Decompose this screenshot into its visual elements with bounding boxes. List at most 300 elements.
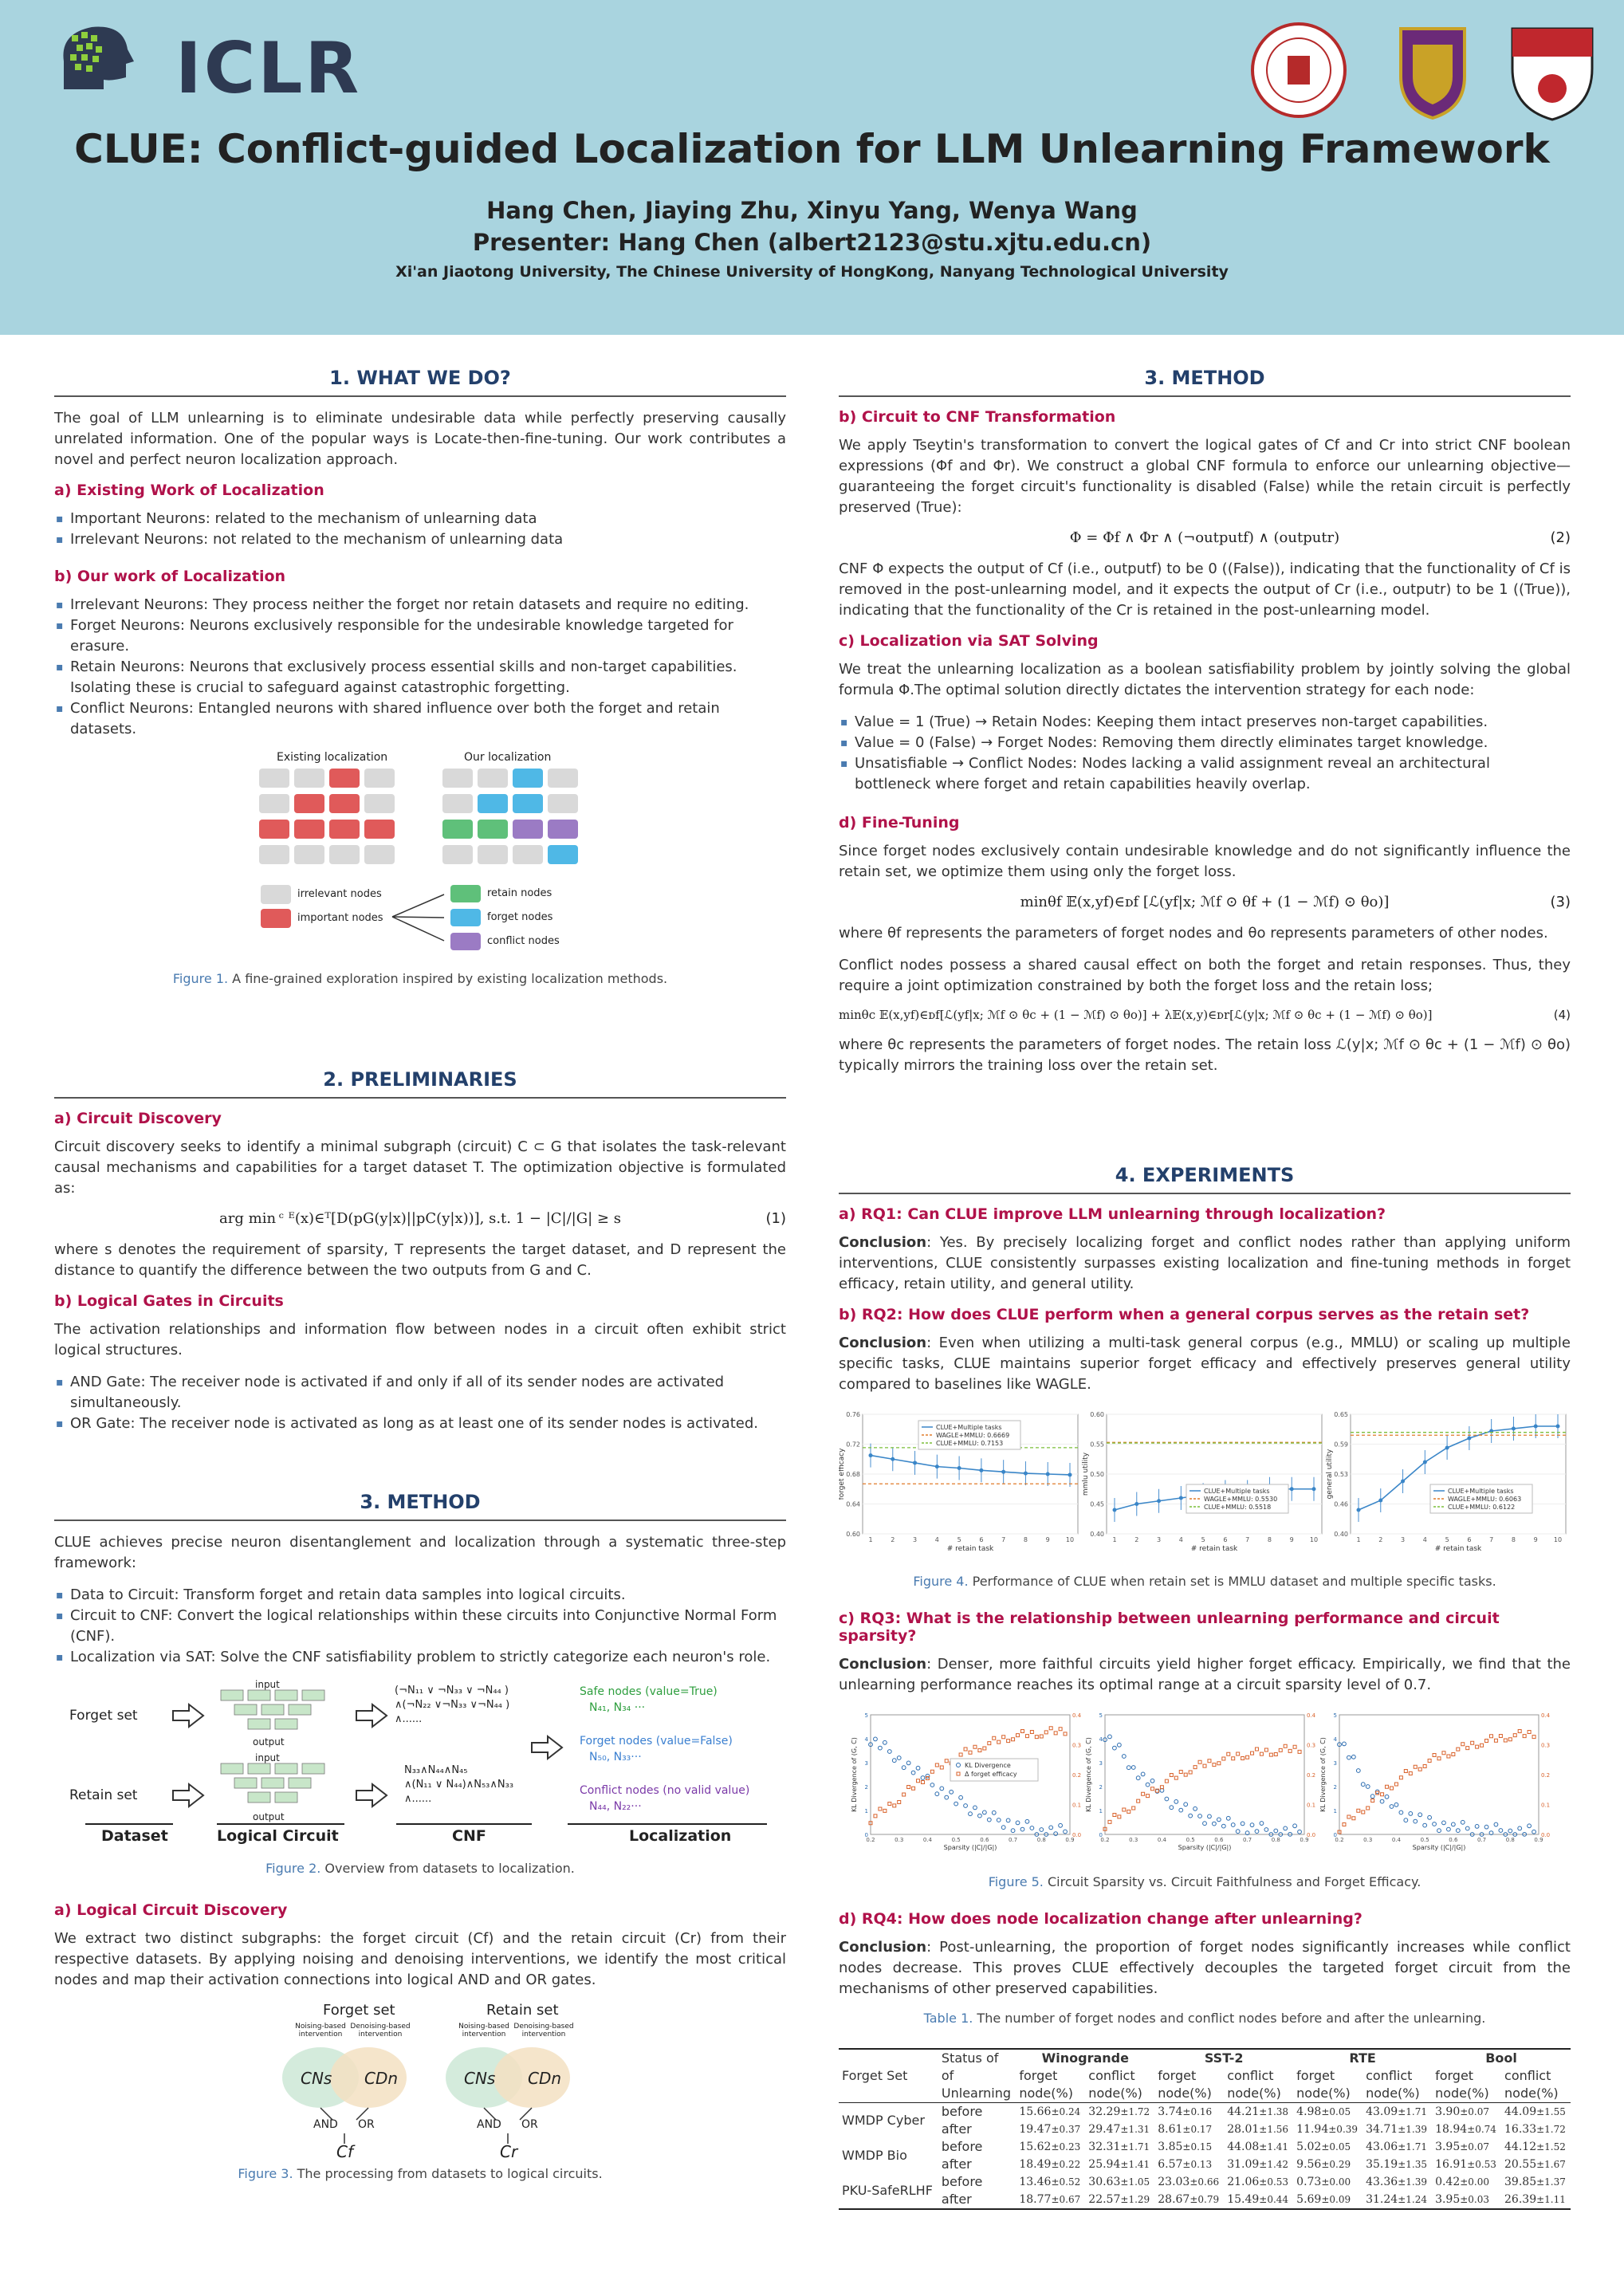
cell-forget-set: PKU-SafeRLHF [839, 2173, 938, 2209]
caption-text: A fine-grained exploration inspired by existing localization methods. [228, 971, 668, 986]
fig2-retain: Retain set [69, 1787, 138, 1803]
term: Irrelevant Neurons [70, 596, 204, 613]
tick-label: 7 [1001, 1536, 1006, 1543]
legend-entry: Δ forget efficacy [965, 1771, 1017, 1778]
plot-frame [1339, 1715, 1539, 1834]
data-point [1046, 1472, 1050, 1476]
fig3-and-1: AND [313, 2118, 338, 2131]
data-point [1467, 1437, 1471, 1441]
conflict-value: N₄₄, N₂₂··· [589, 1800, 642, 1813]
legend-entry: CLUE+Multiple tasks [1204, 1488, 1270, 1495]
list-item [54, 529, 786, 550]
sub-unit: node(%) [1088, 2086, 1142, 2101]
fig1-left-label: Existing localization [277, 751, 388, 764]
sub-forget: forget [1435, 2068, 1474, 2083]
data-point [1357, 1508, 1361, 1512]
grid-node [364, 845, 395, 864]
equation-text: Φ = Φf ∧ Φr ∧ (¬outputf) ∧ (outputr) [1069, 529, 1340, 546]
data-point [1024, 1472, 1028, 1476]
tick-label: 0.4 [1541, 1712, 1551, 1719]
legend-important-swatch [261, 909, 291, 928]
data-point [913, 1461, 917, 1464]
term: OR Gate [70, 1415, 131, 1432]
section-title: 4. EXPERIMENTS [839, 1164, 1571, 1194]
tick-label: 1 [1356, 1536, 1361, 1543]
cell-value: 32.31±1.71 [1088, 2141, 1150, 2153]
data-point [1113, 1508, 1117, 1512]
equation-text: minθf 𝔼(x,yf)∈ᴅf [ℒ(yf|x; ℳf ⊙ θf + (1 − ℳf) ⊙ θo)] [1020, 894, 1390, 910]
figure-1 [253, 751, 588, 966]
tick-label: 3 [1157, 1536, 1162, 1543]
tick-label: 0.60 [1090, 1411, 1104, 1418]
data-point [1134, 1502, 1138, 1506]
table-header-row [839, 2049, 1571, 2067]
tick-label: 5 [957, 1536, 961, 1543]
table-row [839, 2191, 1571, 2209]
tick-label: 0.9 [1065, 1837, 1075, 1843]
list-item [54, 657, 786, 698]
data-point [869, 1453, 873, 1457]
tick-label: 0.3 [895, 1837, 904, 1843]
cell-value: 29.47±1.31 [1088, 2123, 1150, 2136]
cell-value: 31.09±1.42 [1227, 2158, 1289, 2171]
body: : Yes. By precisely localizing forget and conflict nodes rather than applying uniform interventions, CLUE consistently surpasses existing localization and fine-tuning methods in forget efficacy, retain utility, and general utility. [839, 1234, 1571, 1292]
tick-label: 1 [1099, 1808, 1103, 1814]
body: : Even when utilizing a multi-task general corpus (e.g., MMLU) or scaling up multiple specific tasks, CLUE maintains superior forget efficacy and effectively preserves general utility compared to baselines like WAGLE. [839, 1335, 1571, 1393]
tick-label: 0.3 [1129, 1837, 1138, 1843]
tick-label: 0.0 [1072, 1832, 1082, 1838]
tick-label: 0.6 [1449, 1837, 1458, 1843]
gates-list [54, 1372, 786, 1434]
tick-label: 0 [864, 1832, 868, 1838]
section-method-left [54, 1491, 786, 2191]
tick-label: 0.65 [1334, 1411, 1348, 1418]
circuit-node [261, 1704, 284, 1715]
figure-3-caption [54, 2166, 786, 2181]
ft-text-2: Conflict nodes possess a shared causal effect on both the forget and retain responses. Thus, they require a joint optimization constrained by both the forget loss and the retain loss; [839, 957, 1571, 994]
cell-value: 3.95±0.03 [1435, 2193, 1490, 2206]
data-point [891, 1457, 895, 1461]
data-point [1512, 1427, 1516, 1431]
cell-value: 15.66±0.24 [1019, 2105, 1081, 2118]
cell-value: 9.56±0.29 [1296, 2158, 1351, 2171]
fig3-noise-1: Noising-based intervention [295, 2023, 346, 2038]
tick-label: 0.8 [1505, 1837, 1515, 1843]
tick-label: 2 [1134, 1536, 1139, 1543]
cell-value: 28.01±1.56 [1227, 2123, 1289, 2136]
data-point [1068, 1472, 1072, 1476]
grid-node [259, 820, 289, 839]
grid-node [259, 794, 289, 813]
tick-label: 0.64 [846, 1500, 860, 1508]
list-item [54, 509, 786, 529]
sat-text: We treat the unlearning localization as a boolean satisfiability problem by jointly solving the global formula Φ.The optimal solution directly dictates the intervention strategy for each node: [839, 661, 1571, 698]
grid-node [294, 845, 324, 864]
tick-label: 0.1 [1072, 1802, 1082, 1809]
legend-entry: CLUE+MMLU: 0.5518 [1204, 1504, 1272, 1511]
chart-legend [950, 1759, 1038, 1781]
x-axis-label: Sparsity (|C|/|G|) [1412, 1844, 1466, 1851]
tick-label: 10 [1553, 1536, 1563, 1543]
data-point [1378, 1499, 1382, 1503]
ft-after-2: where θc represents the parameters of forget nodes. The retain loss ℒ(y|x; ℳf ⊙ θc + (1 − ℳf) ⊙ θo) typically mirrors the training loss over the retain set. [839, 1036, 1571, 1074]
fig2-input-2: input [255, 1752, 280, 1763]
y-axis-label: general utility [1326, 1449, 1334, 1500]
cnf-line: ∧...... [395, 1713, 423, 1725]
cell-status: before [941, 2174, 983, 2189]
grid-node [442, 820, 473, 839]
list-item [54, 1372, 786, 1413]
x-axis-label: Sparsity (|C|/|G|) [943, 1844, 997, 1851]
grid-node [548, 769, 578, 788]
fig2-cnf-forget [395, 1684, 509, 1727]
cell-value: 6.57±0.13 [1158, 2158, 1213, 2171]
circuit-node [302, 1690, 324, 1700]
tick-label: 4 [1099, 1736, 1103, 1743]
grid-node [513, 845, 543, 864]
grid-node [513, 794, 543, 813]
table-header-row [839, 2085, 1571, 2103]
tick-label: 3 [1333, 1760, 1337, 1767]
circuit-node [302, 1763, 324, 1774]
body: : Post-unlearning, the proportion of forget nodes significantly increases while conflict nodes decrease. This proves CLUE effectively decouples the targeted forget circuit from the mechanisms of other preserved capabilities. [839, 1939, 1571, 1997]
cnf-line: ∧(N₁₁ ∨ N₄₄)∧N₅₃∧N₃₃ [404, 1779, 514, 1791]
grid-node [294, 769, 324, 788]
tick-label: 0.3 [1072, 1742, 1082, 1749]
figure-4-caption [839, 1574, 1571, 1589]
tick-label: 6 [1467, 1536, 1472, 1543]
data-point [1157, 1499, 1161, 1503]
legend-entry: WAGLE+MMLU: 0.6063 [1448, 1496, 1522, 1503]
arrow-icon [356, 1784, 387, 1807]
sub-conflict: conflict [1227, 2068, 1274, 2083]
tick-label: 3 [1099, 1760, 1103, 1767]
fig2-safe [580, 1684, 718, 1716]
legend-entry: CLUE+Multiple tasks [1448, 1488, 1514, 1495]
method-steps [54, 1585, 786, 1668]
sub-forget: forget [1019, 2068, 1058, 2083]
data-point [1290, 1487, 1294, 1491]
cnf-line: N₃₃∧N₄₄∧N₄₅ [404, 1764, 468, 1776]
tick-label: 5 [864, 1712, 868, 1719]
gates-text: The activation relationships and information flow between nodes in a circuit often exhibit strict logical structures. [54, 1321, 786, 1358]
tick-label: 0 [1333, 1832, 1337, 1838]
rq3-title: c) RQ3: What is the relationship between unlearning performance and circuit sparsity? [839, 1610, 1500, 1645]
grid-node [513, 769, 543, 788]
equation-number: (4) [1553, 1008, 1571, 1022]
tick-label: 1 [1333, 1808, 1337, 1814]
circuit-node [221, 1690, 243, 1700]
grid-node [478, 845, 508, 864]
list-item: ▪ Unsatisfiable → Conflict Nodes: Nodes lacking a valid assignment reveal an architectural bottleneck where forget and retain capabilities heavily overlap. [839, 753, 1571, 795]
tick-label: 8 [1023, 1536, 1028, 1543]
rq2-title: b) RQ2: How does CLUE perform when a general corpus serves as the retain set? [839, 1306, 1530, 1323]
y-axis-label: KL Divergence of (G, C) [851, 1737, 858, 1812]
fig2-label-circuit: Logical Circuit [217, 1827, 339, 1845]
plot-frame [1105, 1715, 1304, 1834]
caption-label: Figure 3. [238, 2166, 293, 2181]
x-axis-label: # retain task [1190, 1545, 1238, 1553]
grid-node [259, 769, 289, 788]
conflict-label: Conflict nodes (no valid value) [580, 1784, 750, 1797]
tick-label: 0.9 [1534, 1837, 1543, 1843]
data-point [1312, 1487, 1316, 1491]
cell-value: 3.90±0.07 [1435, 2105, 1490, 2118]
tick-label: 0.40 [1334, 1531, 1348, 1538]
term: Irrelevant Neurons [70, 531, 204, 548]
grid-node [442, 769, 473, 788]
y-axis-label: KL Divergence of (G, C) [1085, 1737, 1092, 1812]
list-item: ▪ Value = 1 (True) → Retain Nodes: Keeping them intact preserves non-target capabilities. [839, 712, 1571, 733]
grid-node [442, 845, 473, 864]
tick-label: 0.1 [1541, 1802, 1551, 1809]
tick-label: 0.3 [1363, 1837, 1373, 1843]
caption-text: The number of forget nodes and conflict nodes before and after the unlearning. [973, 2011, 1486, 2026]
fig3-noise-2: Noising-based intervention [458, 2023, 509, 2038]
rq4-title: d) RQ4: How does node localization change after unlearning? [839, 1910, 1363, 1928]
arrow-icon [356, 1704, 387, 1727]
cell-value: 16.33±1.72 [1504, 2123, 1566, 2136]
equation-2 [839, 529, 1571, 546]
x-axis-label: # retain task [1434, 1545, 1482, 1553]
grid-node [548, 820, 578, 839]
desc: : The receiver node is activated as long as at least one of its sender nodes is activated. [130, 1415, 758, 1432]
tick-label: 6 [979, 1536, 984, 1543]
term: Important Neurons [70, 510, 206, 527]
cell-forget-set: WMDP Bio [842, 2148, 907, 2163]
circuit-title: a) Circuit Discovery [54, 1110, 222, 1127]
equation-3 [839, 894, 1571, 910]
tick-label: 10 [1065, 1536, 1075, 1543]
method-intro: CLUE achieves precise neuron disentanglement and localization through a systematic three-step framework: [54, 1534, 786, 1571]
equation-number: (2) [1550, 529, 1571, 546]
cuhk-crest-icon [1401, 29, 1465, 118]
data-point [1423, 1461, 1427, 1464]
tick-label: 0.68 [846, 1471, 860, 1478]
cell-value: 8.61±0.17 [1158, 2123, 1213, 2136]
sub-unit: node(%) [1504, 2086, 1559, 2101]
tick-label: 2 [864, 1784, 868, 1791]
tick-label: 0.59 [1334, 1441, 1348, 1449]
chart-legend [1430, 1484, 1532, 1513]
circuit-after: where s denotes the requirement of sparsity, T represents the target dataset, and D represent the distance to quantify the difference between the two outputs from G and C. [54, 1241, 786, 1279]
tick-label: 0.5 [1186, 1837, 1195, 1843]
sub-unit: node(%) [1227, 2086, 1281, 2101]
grid-node [364, 769, 395, 788]
desc: : Neurons exclusively responsible for the undesirable knowledge targeted for erasure. [70, 617, 733, 655]
sub-unit: node(%) [1019, 2086, 1073, 2101]
tick-label: 6 [1223, 1536, 1228, 1543]
cnf-after: CNF Φ expects the output of Cf (i.e., outputf) to be 0 ((False)), indicating that the functionality of Cf is removed in the post-unlearning model, and it expects the output of Cr (i.e., outputr) to be 1 ((True)), indicating that the functionality of the Cr is retained in the post-unlearning model. [839, 560, 1571, 619]
tick-label: 0.1 [1307, 1802, 1316, 1809]
col-dataset: Winogrande [1041, 2050, 1129, 2066]
tick-label: 0.53 [1334, 1471, 1348, 1478]
fig2-label-cnf: CNF [452, 1827, 486, 1845]
table-row [839, 2138, 1571, 2156]
list-item [54, 698, 786, 740]
safe-label: Safe nodes (value=True) [580, 1685, 718, 1698]
tick-label: 0.2 [1541, 1772, 1551, 1779]
iclr-logo-text: ICLR [175, 27, 362, 109]
tick-label: 2 [1099, 1784, 1103, 1791]
cell-value: 30.63±1.05 [1088, 2176, 1150, 2188]
term: Forget Neurons [70, 617, 180, 634]
tick-label: 5 [1099, 1712, 1103, 1719]
label: Conclusion [839, 1656, 927, 1673]
fig2-input-1: input [255, 1679, 280, 1690]
grid-node [364, 794, 395, 813]
tick-label: 0.2 [1307, 1772, 1316, 1779]
section-title: 2. PRELIMINARIES [54, 1068, 786, 1099]
cell-value: 20.55±1.67 [1504, 2158, 1566, 2171]
cell-value: 31.24±1.24 [1366, 2193, 1427, 2206]
section-experiments [839, 1164, 1571, 2210]
cell-value: 13.46±0.52 [1019, 2176, 1081, 2188]
cell-value: 23.03±0.66 [1158, 2176, 1220, 2188]
col-status: Status of [941, 2050, 999, 2066]
tick-label: 2 [1378, 1536, 1383, 1543]
poster-header [0, 0, 1624, 335]
gates-title: b) Logical Gates in Circuits [54, 1292, 284, 1310]
grid-node [478, 820, 508, 839]
term: Data to Circuit [70, 1586, 175, 1603]
data-point [1534, 1425, 1538, 1429]
section-method-right [839, 367, 1571, 1087]
cell-value: 44.12±1.52 [1504, 2141, 1566, 2153]
tick-label: 0.40 [1090, 1531, 1104, 1538]
arrow-icon [173, 1704, 203, 1727]
rq3-chart [1319, 1712, 1551, 1851]
fig3-cf: Cf [336, 2142, 354, 2161]
cell-value: 43.09±1.71 [1366, 2105, 1427, 2118]
grid-node [548, 794, 578, 813]
table-row [839, 2173, 1571, 2191]
cnf-text: We apply Tseytin's transformation to convert the logical gates of Cf and Cr into strict CNF boolean expressions (Φf and Φr). We construct a global CNF formula to enforce our unlearning objective—guaranteeing the forget circuit's functionality is disabled (False) while the retain circuit is perfectly preserved (True): [839, 437, 1571, 516]
tick-label: 4 [864, 1736, 868, 1743]
cell-value: 35.19±1.35 [1366, 2158, 1427, 2171]
sub-conflict: conflict [1088, 2068, 1135, 2083]
fig3-and-2: AND [477, 2118, 501, 2131]
sub-unit: node(%) [1435, 2086, 1489, 2101]
ft-after-1: where θf represents the parameters of forget nodes and θo represents parameters of other nodes. [839, 925, 1548, 942]
fig3-denoise-2: Denoising-based intervention [513, 2023, 574, 2038]
circuit-node [248, 1690, 270, 1700]
fig2-label-dataset: Dataset [101, 1827, 168, 1845]
data-point [935, 1464, 939, 1468]
sat-title: c) Localization via SAT Solving [839, 632, 1099, 650]
list-item [54, 1585, 786, 1606]
tick-label: 0 [1099, 1832, 1103, 1838]
sub-unit: node(%) [1296, 2086, 1351, 2101]
grid-node [294, 794, 324, 813]
cell-value: 3.74±0.16 [1158, 2105, 1213, 2118]
label: Conclusion [839, 1335, 927, 1351]
legend-important: important nodes [297, 912, 383, 924]
tick-label: 0.72 [846, 1441, 860, 1449]
tick-label: 5 [1201, 1536, 1205, 1543]
tick-label: 0.4 [1307, 1712, 1316, 1719]
legend-retain-swatch [450, 885, 481, 902]
circuit-text: Circuit discovery seeks to identify a minimal subgraph (circuit) C ⊂ G that isolates the task-relevant causal mechanisms and capabilities for a target dataset T. The optimization objective is formulated as: [54, 1138, 786, 1197]
cell-value: 44.09±1.55 [1504, 2105, 1566, 2118]
fig2-conflict [580, 1783, 749, 1814]
forget-value: N₅₀, N₃₃··· [589, 1751, 642, 1763]
cell-value: 11.94±0.39 [1296, 2123, 1359, 2136]
table-1-caption [839, 2011, 1571, 2026]
data-point [1556, 1425, 1560, 1429]
circuit-node [275, 1690, 297, 1700]
cell-value: 3.95±0.07 [1435, 2141, 1490, 2153]
fig3-forget: Forget set [323, 2002, 395, 2019]
sub-conflict: conflict [1504, 2068, 1551, 2083]
tick-label: 4 [1422, 1536, 1427, 1543]
chart-legend [1186, 1484, 1288, 1513]
term: AND Gate [70, 1374, 141, 1390]
cell-value: 18.77±0.67 [1019, 2193, 1081, 2206]
tick-label: 0.6 [980, 1837, 989, 1843]
tick-label: 9 [1533, 1536, 1538, 1543]
forget-label: Forget nodes (value=False) [580, 1735, 733, 1748]
caption-label: Table 1. [923, 2011, 973, 2026]
figure-4-charts [839, 1406, 1571, 1566]
tick-label: 0.4 [1157, 1837, 1166, 1843]
legend-retain: retain nodes [487, 887, 552, 899]
university-logos [1249, 21, 1600, 124]
existing-title: a) Existing Work of Localization [54, 482, 324, 499]
body: : Denser, more faithful circuits yield higher forget efficacy. Empirically, we find that the unlearning performance reaches its optimal range at a circuit sparsity level of 0.7. [839, 1656, 1571, 1693]
tick-label: 0.5 [1420, 1837, 1429, 1843]
cell-value: 21.06±0.53 [1227, 2176, 1289, 2188]
tick-label: 4 [934, 1536, 939, 1543]
legend-conflict: conflict nodes [487, 935, 560, 947]
tick-label: 0.2 [1335, 1837, 1344, 1843]
circuit-node [234, 1778, 257, 1788]
fig3-dn-2: CDn [528, 2069, 562, 2088]
sat-list [839, 712, 1571, 795]
desc: : related to the mechanism of unlearning data [205, 510, 537, 527]
grid-node [259, 845, 289, 864]
xjtu-seal-icon [1252, 24, 1345, 116]
list-item [54, 1606, 786, 1647]
fig3-ns-1: CNs [301, 2069, 332, 2088]
tick-label: 0.7 [1009, 1837, 1018, 1843]
section-preliminaries [54, 1068, 786, 1445]
tick-label: 0.4 [922, 1837, 932, 1843]
cell-forget-set: WMDP Cyber [842, 2113, 925, 2128]
cnf-line: ∧...... [404, 1793, 432, 1805]
tick-label: 8 [1267, 1536, 1272, 1543]
legend-irrelevant: irrelevant nodes [297, 888, 382, 900]
sub-unit: node(%) [1366, 2086, 1420, 2101]
data-point [1401, 1480, 1405, 1484]
circuit-node [275, 1763, 297, 1774]
ntu-crest-icon [1512, 29, 1592, 120]
data-point [1001, 1470, 1005, 1474]
grid-node [329, 845, 360, 864]
cell-value: 5.02±0.05 [1296, 2141, 1351, 2153]
desc: : Convert the logical relationships within these circuits into Conjunctive Normal Form (CNF). [70, 1607, 777, 1645]
sub-forget: forget [1296, 2068, 1335, 2083]
caption-text: Overview from datasets to localization. [320, 1861, 575, 1876]
fig3-dn-1: CDn [364, 2069, 399, 2088]
rq2-chart [1326, 1411, 1566, 1553]
cell-value: 19.47±0.37 [1019, 2123, 1081, 2136]
col-dataset: Bool [1485, 2050, 1517, 2066]
section-title: 3. METHOD [54, 1491, 786, 1521]
cnf-title: b) Circuit to CNF Transformation [839, 408, 1116, 426]
term: Conflict Neurons [70, 700, 189, 717]
tick-label: 0.60 [846, 1531, 860, 1538]
